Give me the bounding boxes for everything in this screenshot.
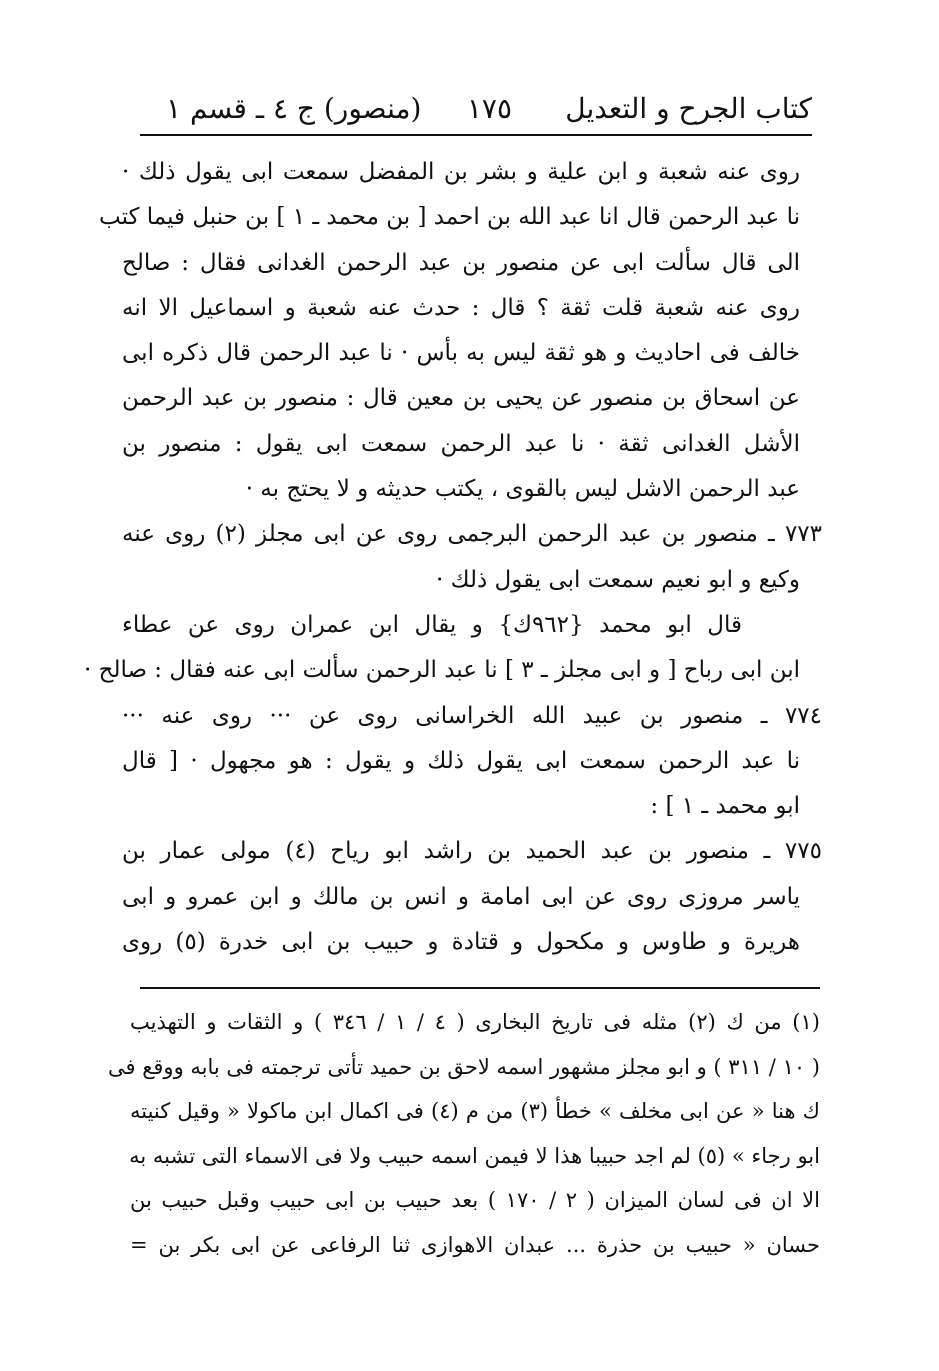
book-title: كتاب الجرح و التعديل — [565, 92, 812, 125]
text-line: روى عنه شعبة و ابن علية و بشر بن المفضل سمعت ابى يقول ذلك · — [122, 159, 800, 185]
text-line: الى قال سألت ابى عن منصور بن عبد الرحمن الغدانى فقال : صالح — [122, 249, 800, 276]
page-number: ١٧٥ — [466, 92, 512, 125]
footnote-divider — [140, 987, 820, 989]
text-line: هريرة و طاوس و مكحول و قتادة و حبيب بن ابى خدرة (٥) روى — [122, 929, 800, 956]
footnotes — [108, 1000, 820, 1267]
text-line: قال ابو محمد {٩٦٢ك} و يقال ابن عمران روى عن عطاء — [122, 611, 742, 638]
text-line: روى عنه شعبة قلت ثقة ؟ قال : حدث عنه شعبة و اسماعيل الا انه — [122, 294, 800, 321]
text-line: وكيع و ابو نعيم سمعت ابى يقول ذلك · — [435, 566, 800, 593]
footnote-line: الا ان فى لسان الميزان ( ٢ / ١٧٠ ) بعد حبيب بن ابى حبيب وقبل حبيب بن — [130, 1188, 820, 1212]
text-line: عبد الرحمن الاشل ليس بالقوى ، يكتب حديثه و لا يحتج به · — [245, 476, 800, 503]
footnote-line: ابو رجاء » (٥) لم اجد حبيبا هذا لا فيمن اسمه حبيب ولا فى الاسماء التى تشبه به — [129, 1143, 820, 1168]
text-line: عن اسحاق بن منصور عن يحيى بن معين قال : منصور بن عبد الرحمن — [122, 385, 800, 412]
running-header — [140, 86, 812, 132]
footnote-line: ك هنا « عن ابى مخلف » خطأ (٣) من م (٤) فى اكمال ابن ماكولا « وقيل كنيته — [130, 1099, 820, 1123]
footnote-line: ( ١٠ / ٣١١ ) و ابو مجلز مشهور اسمه لاحق بن حميد تأتى ترجمته فى بابه ووقع فى — [108, 1054, 820, 1079]
header-rule — [140, 134, 812, 136]
footnote-line: حسان « حبيب بن حذرة ... عبدان الاهوازى ثنا الرفاعى عن ابى بكر بن = — [130, 1232, 820, 1257]
main-text — [83, 150, 822, 965]
text-line: نا عبد الرحمن سمعت ابى يقول ذلك و يقول : هو مجهول · [ قال — [122, 747, 800, 774]
text-line: ياسر مروزى روى عن ابى امامة و انس بن مالك و ابن عمرو و ابى — [122, 883, 800, 910]
text-line: خالف فى احاديث و هو ثقة ليس به بأس · نا عبد الرحمن قال ذكره ابى — [122, 340, 800, 367]
text-line: الأشل الغدانى ثقة · نا عبد الرحمن سمعت ابى يقول : منصور بن — [122, 430, 800, 457]
volume-info: (منصور) ج ٤ ـ قسم ١ — [166, 92, 422, 125]
text-line: نا عبد الرحمن قال انا عبد الله بن احمد [ بن محمد ـ ١ ] بن حنبل فيما كتب — [99, 204, 800, 231]
footnote-line: (١) من ك (٢) مثله فى تاريخ البخارى ( ٤ / ١ / ٣٤٦ ) و الثقات و التهذيب — [130, 1010, 820, 1034]
text-line: ابو محمد ـ ١ ] : — [650, 793, 800, 820]
entry-774-line: ٧٧٤ ـ منصور بن عبيد الله الخراسانى روى عن ··· روى عنه ··· — [122, 702, 822, 729]
entry-773-line: ٧٧٣ ـ منصور بن عبد الرحمن البرجمى روى عن ابى مجلز (٢) روى عنه — [122, 521, 822, 548]
entry-775-line: ٧٧٥ ـ منصور بن عبد الحميد بن راشد ابو رياح (٤) مولى عمار بن — [122, 838, 822, 865]
text-line: ابن ابى رباح [ و ابى مجلز ـ ٣ ] نا عبد الرحمن سألت ابى عنه فقال : صالح · — [83, 657, 800, 684]
